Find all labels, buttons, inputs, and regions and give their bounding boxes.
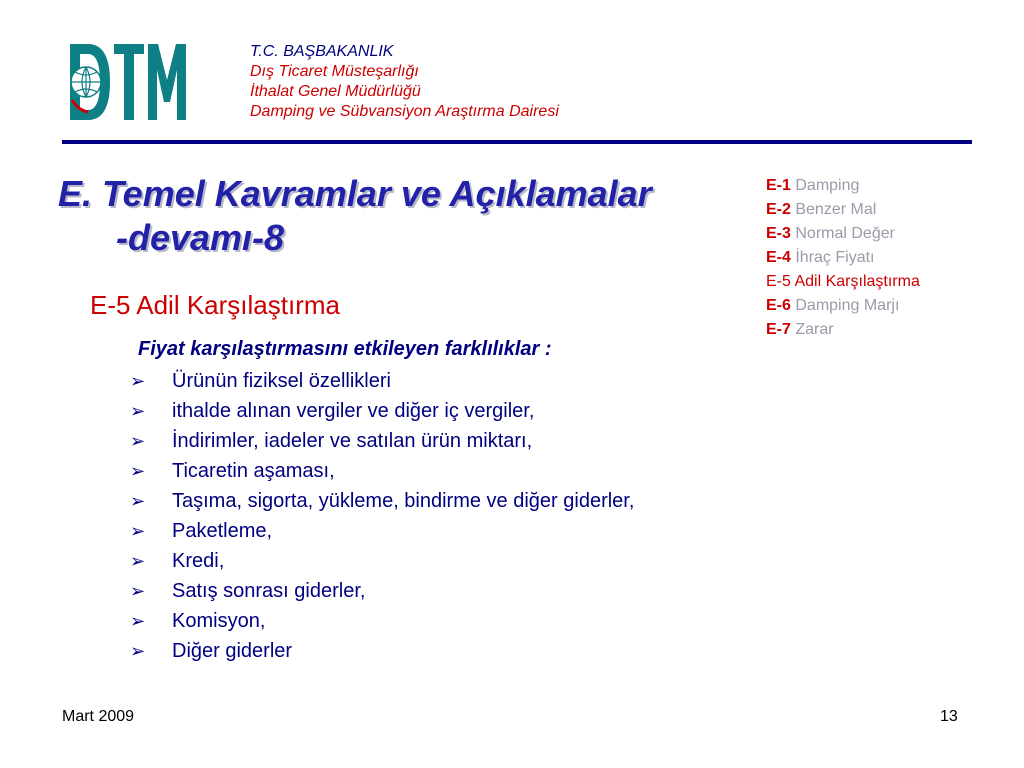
dtm-logo (66, 40, 190, 124)
arrow-bullet-icon: ➢ (130, 581, 146, 601)
org-line-2: Dış Ticaret Müsteşarlığı (250, 63, 419, 80)
title-line-2: -devamı-8 (116, 217, 285, 258)
title-line-1: E. Temel Kavramlar ve Açıklamalar (58, 173, 652, 214)
list-item-text: Satış sonrası giderler, (172, 580, 366, 602)
toc-code: E-4 (766, 249, 791, 266)
org-line-4: Damping ve Sübvansiyon Araştırma Dairesi (250, 103, 559, 120)
toc-label: Damping (795, 177, 860, 194)
organization-header (250, 42, 559, 122)
list-item (130, 546, 690, 576)
toc-label: İhraç Fiyatı (795, 249, 875, 266)
list-item-text: Taşıma, sigorta, yükleme, bindirme ve diğer giderler, (172, 490, 635, 512)
arrow-bullet-icon: ➢ (130, 521, 146, 541)
toc-label: Damping Marjı (795, 297, 900, 314)
list-item (130, 606, 690, 636)
arrow-bullet-icon: ➢ (130, 641, 146, 661)
toc-label: Normal Değer (795, 225, 895, 242)
list-item-text: Diğer giderler (172, 640, 293, 662)
toc-item-e4[interactable] (766, 246, 920, 270)
list-item (130, 516, 690, 546)
toc-code: E-5 (766, 273, 791, 290)
toc-code: E-2 (766, 201, 791, 218)
org-line-3: İthalat Genel Müdürlüğü (250, 83, 421, 100)
arrow-bullet-icon: ➢ (130, 491, 146, 511)
list-item-text: Komisyon, (172, 610, 266, 632)
arrow-bullet-icon: ➢ (130, 461, 146, 481)
arrow-bullet-icon: ➢ (130, 401, 146, 421)
list-item (130, 366, 690, 396)
toc-item-e3[interactable] (766, 222, 920, 246)
toc-item-e1[interactable] (766, 174, 920, 198)
bullet-list (130, 366, 690, 666)
list-item-text: Paketleme, (172, 520, 273, 542)
header-divider (62, 140, 972, 144)
section-heading: E-5 Adil Karşılaştırma (90, 290, 340, 320)
toc-code: E-3 (766, 225, 791, 242)
list-item-text: ithalde alınan vergiler ve diğer iç vergiler, (172, 400, 535, 422)
list-item (130, 636, 690, 666)
list-item (130, 426, 690, 456)
toc-item-e2[interactable] (766, 198, 920, 222)
arrow-bullet-icon: ➢ (130, 431, 146, 451)
toc-code: E-7 (766, 321, 791, 338)
slide-title (58, 172, 652, 260)
toc-label: Benzer Mal (795, 201, 877, 218)
list-item (130, 486, 690, 516)
arrow-bullet-icon: ➢ (130, 611, 146, 631)
arrow-bullet-icon: ➢ (130, 371, 146, 391)
list-item (130, 396, 690, 426)
list-intro: Fiyat karşılaştırmasını etkileyen farklılıklar : (138, 338, 552, 360)
list-item (130, 456, 690, 486)
list-item-text: Ticaretin aşaması, (172, 460, 335, 482)
list-item-text: Kredi, (172, 550, 225, 572)
list-item (130, 576, 690, 606)
toc-code: E-1 (766, 177, 791, 194)
toc-item-e6[interactable] (766, 294, 920, 318)
arrow-bullet-icon: ➢ (130, 551, 146, 571)
list-item-text: İndirimler, iadeler ve satılan ürün miktarı, (172, 430, 533, 452)
footer-date: Mart 2009 (62, 708, 135, 725)
topic-index (766, 174, 920, 342)
toc-item-e5[interactable] (766, 270, 920, 294)
list-item-text: Ürünün fiziksel özellikleri (172, 370, 391, 392)
page-number: 13 (940, 708, 958, 725)
toc-code: E-6 (766, 297, 791, 314)
toc-item-e7[interactable] (766, 318, 920, 342)
toc-label: Zarar (795, 321, 834, 338)
org-line-1: T.C. BAŞBAKANLIK (250, 43, 394, 60)
toc-label: Adil Karşılaştırma (794, 273, 920, 290)
